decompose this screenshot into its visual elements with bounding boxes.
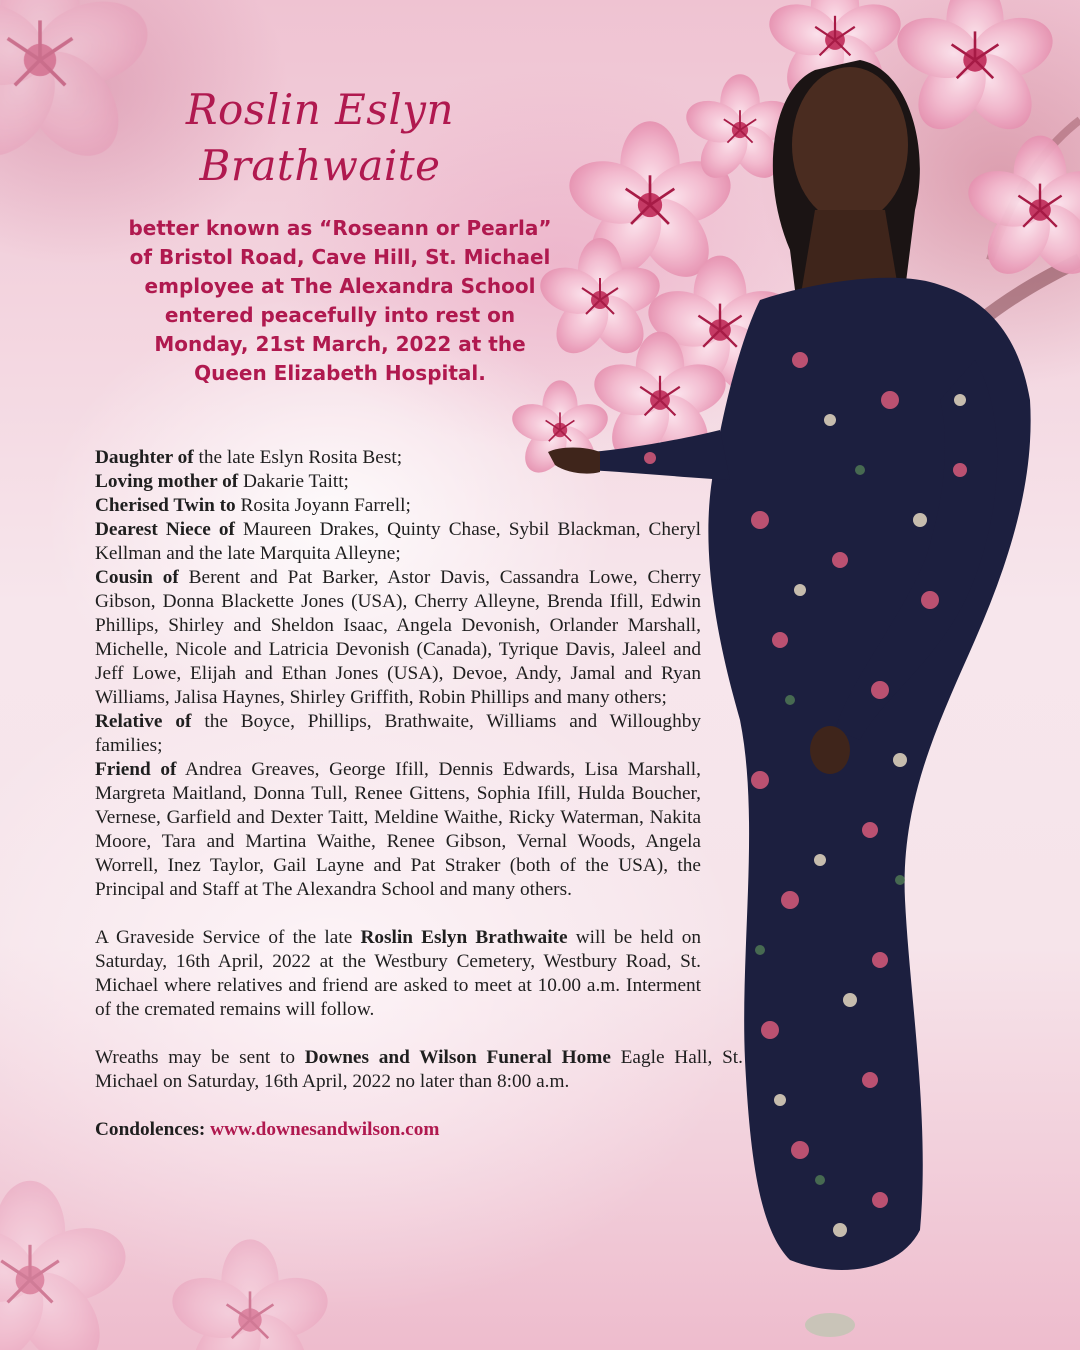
name-line-1: Roslin Eslyn (185, 85, 455, 134)
relation-text: Maureen Drakes, Quinty Chase, Sybil Blackman, Cheryl Kellman and the late Marquita Alleyne; (95, 519, 701, 564)
condolences-label: Condolences: (95, 1119, 211, 1140)
relation-text: the Boyce, Phillips, Brathwaite, Williams and Willoughby families; (95, 711, 701, 756)
relation-text: Dakarie Taitt; (238, 471, 349, 492)
service-text: A Graveside Service of the late (95, 927, 361, 948)
relation-text: Rosita Joyann Farrell; (235, 495, 411, 516)
relation-niece (95, 518, 701, 566)
intro-line: employee at The Alexandra School (144, 274, 536, 298)
relation-label: Cousin of (95, 567, 179, 588)
service-text: will be held on Saturday, 16th April, 2022 at the Westbury Cemetery, Westbury Road, St. Michael where relatives and friend are asked to meet at 10.00 a.m. Interment of the cremated remains will follow. (95, 927, 701, 1020)
relation-text: Berent and Pat Barker, Astor Davis, Cassandra Lowe, Cherry Gibson, Donna Blackette Jones (USA), Cherry Alleyne, Brenda Ifill, Edwin Phillips, Shirley and Sheldon Isaac, Angela Devonish, Orlander Marshall, Michelle, Nicole and Latricia Devonish (Canada), Tyrique Davis, Jaleel and Jeff Lowe, Elijah and Ethan Jones (USA), Devoe, Andy, Jamal and Ryan Williams, Jalisa Haynes, Shirley Griffith, Robin Phillips and many others; (95, 567, 701, 708)
intro-line: Queen Elizabeth Hospital. (194, 361, 486, 385)
wreaths-text: Wreaths may be sent to (95, 1047, 305, 1068)
relation-label: Daughter of (95, 447, 194, 468)
intro-line: Monday, 21st March, 2022 at the (154, 332, 526, 356)
relation-cousin (95, 566, 701, 710)
relation-label: Loving mother of (95, 471, 239, 492)
relation-mother (95, 470, 701, 494)
name-line-2: Brathwaite (199, 141, 441, 190)
intro-line: better known as “Roseann or Pearla” (128, 216, 552, 240)
relation-daughter (95, 446, 701, 470)
spacer (95, 1094, 701, 1118)
service-name: Roslin Eslyn Brathwaite (360, 927, 568, 948)
relation-label: Dearest Niece of (95, 519, 235, 540)
intro-line: entered peacefully into rest on (164, 303, 516, 327)
service-announcement (95, 926, 701, 1022)
condolences-website-link[interactable]: www.downesandwilson.com (210, 1119, 440, 1140)
condolences-line (95, 1118, 701, 1142)
funeral-home-name: Downes and Wilson Funeral Home (304, 1047, 611, 1068)
relation-relative (95, 710, 701, 758)
relation-label: Friend of (95, 759, 177, 780)
relation-text: the late Eslyn Rosita Best; (193, 447, 403, 468)
relation-twin (95, 494, 701, 518)
intro-statement (80, 214, 600, 388)
spacer (95, 1022, 701, 1046)
relation-label: Relative of (95, 711, 192, 732)
wreaths-text: Eagle Hall, St. Michael on Saturday, 16th April, 2022 no later than 8:00 a.m. (95, 1047, 743, 1092)
relation-friend (95, 758, 701, 902)
relation-text: Andrea Greaves, George Ifill, Dennis Edwards, Lisa Marshall, Margreta Maitland, Donna Tull, Renee Gittens, Sophia Ifill, Hulda Boucher, Vernese, Garfield and Dexter Taitt, Meldine Waithe, Ricky Waterman, Nakita Moore, Tara and Martina Waithe, Renee Gibson, Vernal Woods, Angela Worrell, Inez Taylor, Gail Layne and Pat Straker (both of the USA), the Principal and Staff at The Alexandra School and many others. (95, 759, 701, 900)
intro-line: of Bristol Road, Cave Hill, St. Michael (129, 245, 551, 269)
spacer (95, 902, 701, 926)
deceased-name-title (120, 82, 520, 194)
wreaths-notice (95, 1046, 743, 1094)
relation-label: Cherised Twin to (95, 495, 236, 516)
obituary-body (95, 446, 743, 1142)
